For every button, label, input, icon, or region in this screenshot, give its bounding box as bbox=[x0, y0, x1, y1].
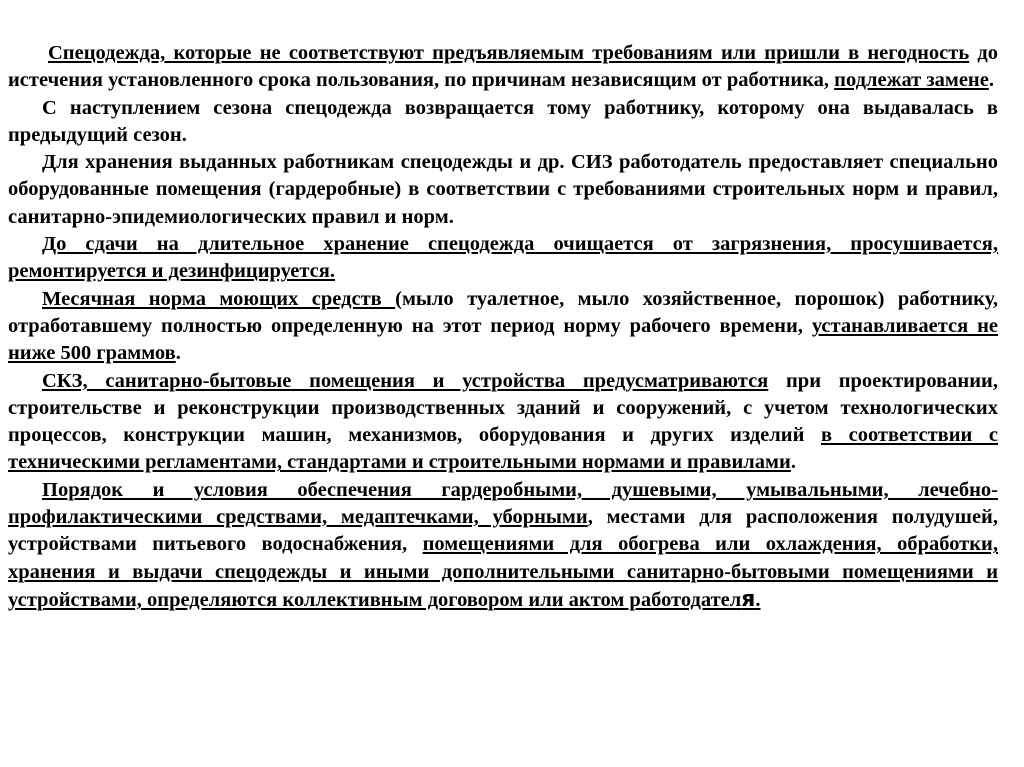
paragraph-detergent-norm bbox=[8, 286, 998, 368]
underlined-text: в соответствии с техническими регламентами, стандартами и строительными нормами и правилами bbox=[8, 424, 998, 474]
underlined-text: Порядок и условия обеспечения гардеробными, душевыми, умывальными, лечебно-профилактическими средствами, медаптечками, уборными bbox=[8, 478, 998, 529]
text-segment: до истечения установленного срока пользования, по причинам независящим от работника, bbox=[8, 42, 998, 92]
underlined-text: подлежат замене bbox=[834, 69, 989, 92]
underlined-text: Месячная норма моющих средств bbox=[42, 287, 396, 310]
text-segment: (мыло туалетное, мыло хозяйственное, порошок) работнику, отработавшему полностью определенную на этот период норму рабочего времени, bbox=[8, 287, 998, 337]
paragraph-storage bbox=[8, 149, 998, 231]
paragraph-procedure bbox=[8, 477, 998, 614]
text-segment: , местами для расположения полудушей, устройствами питьевого водоснабжения, bbox=[8, 506, 998, 556]
paragraph-replacement bbox=[8, 40, 998, 95]
underlined-text: СКЗ, санитарно-бытовые помещения и устройства предусматриваются bbox=[42, 369, 769, 392]
underlined-text: я bbox=[741, 586, 756, 612]
underlined-text: . bbox=[755, 588, 761, 611]
text-segment: при проектировании, строительстве и реконструкции производственных зданий и сооружений, с учетом технологических процессов, конструкции машин, механизмов, оборудования и других изделий bbox=[8, 369, 998, 447]
underlined-text: помещениями для обогрева или охлаждения, обработки, хранения и выдачи спецодежды и иными дополнительными санитарно-бытовыми помещениями и устройствами, определяются коллективным договором или актом работодател bbox=[8, 533, 998, 611]
paragraph-cleaning bbox=[8, 231, 998, 286]
text-segment: . bbox=[988, 69, 994, 92]
text-segment: . bbox=[175, 342, 181, 365]
paragraph-sanitary-facilities bbox=[8, 368, 998, 477]
body-text bbox=[8, 40, 998, 614]
paragraph-seasonal-return bbox=[8, 95, 998, 150]
text-segment: С наступлением сезона спецодежда возвращается тому работнику, которому она выдавалась в предыдущий сезон. bbox=[8, 96, 998, 146]
underlined-text: До сдачи на длительное хранение спецодежда очищается от загрязнения, просушивается, ремонтируется и дезинфицируется. bbox=[8, 233, 998, 283]
text-segment: Для хранения выданных работникам спецодежды и др. СИЗ работодатель предоставляет специально оборудованные помещения (гардеробные) в соответствии с требованиями строительных норм и правил, санитарно-эпидемиологических правил и норм. bbox=[8, 151, 998, 228]
underlined-text: Спецодежда, которые не соответствуют предъявляемым требованиям или пришли в негодность bbox=[48, 42, 970, 64]
text-segment: . bbox=[790, 451, 796, 474]
underlined-text: устанавливается не ниже 500 граммов bbox=[8, 314, 999, 365]
